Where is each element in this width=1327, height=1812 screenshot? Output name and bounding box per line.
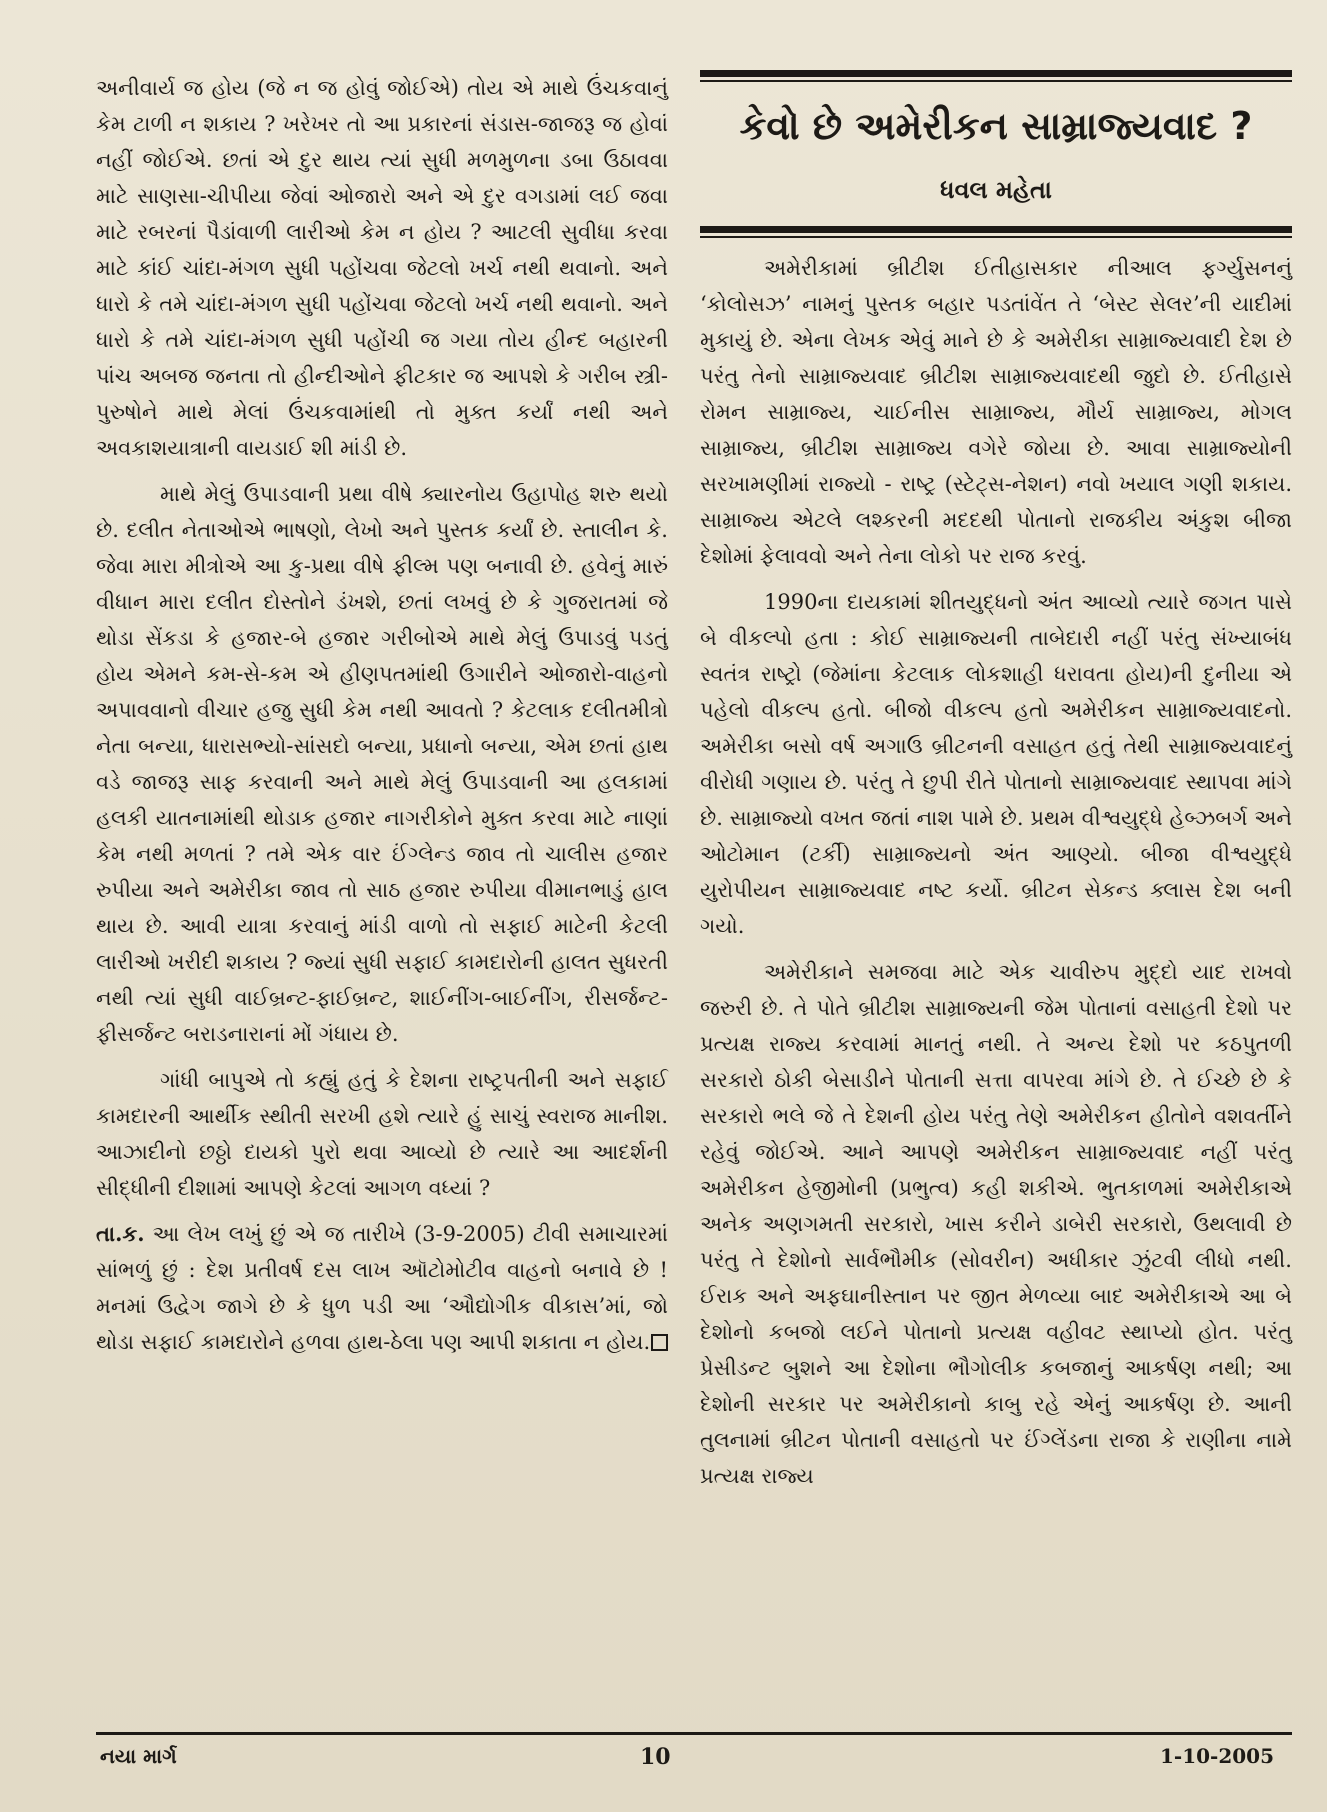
page-number: 10 [640, 1744, 671, 1770]
postscript [96, 1216, 668, 1360]
headline-top-rules [700, 70, 1292, 82]
left-paragraph-3: ગાંધી બાપુએ તો કહ્યું હતું કે દેશના રાષ્ટ્રપતીની અને સફાઈ કામદારની આર્થીક સ્થીતી સરખી હશે ત્યારે હું સાચું સ્વરાજ માનીશ. આઝાદીનો છઠ્ઠો દાયકો પુરો થવા આવ્યો છે ત્યારે આ આદર્શની સીદ્ધીની દીશામાં આપણે કેટલાં આગળ વધ્યાં ? [96, 1068, 668, 1200]
left-column [96, 70, 668, 1360]
publication-name: નયા માર્ગ [100, 1744, 177, 1768]
postscript-text: આ લેખ લખું છું એ જ તારીખે (3-9-2005) ટીવી સમાચારમાં સાંભળું છું : દેશ પ્રતીવર્ષ દસ લાખ ઑટોમોટીવ વાહનો બનાવે છે ! મનમાં ઉદ્વેગ જાગે છે કે ધુળ પડી આ ‘ઔદ્યોગીક વીકાસ’માં, જો થોડા સફાઈ કામદારોને હળવા હાથ-ઠેલા પણ આપી શકાતા ન હોય. [96, 1222, 668, 1354]
left-paragraph-2: માથે મેલું ઉપાડવાની પ્રથા વીષે ક્યારનોય ઉહાપોહ શરુ થયો છે. દલીત નેતાઓએ ભાષણો, લેખો અને પુસ્તક કર્યાં છે. સ્તાલીન કે. જેવા મારા મીત્રોએ આ કુ-પ્રથા વીષે ફીલ્મ પણ બનાવી છે. હવેનું મારું વીધાન મારા દલીત દોસ્તોને ડંખશે, છતાં લખવું છે કે ગુજરાતમાં જે થોડા સેંકડા કે હજાર-બે હજાર ગરીબોએ માથે મેલું ઉપાડવું પડતું હોય એમને કમ-સે-કમ એ હીણપતમાંથી ઉગારીને ઓજારો-વાહનો અપાવવાનો વીચાર હજુ સુધી કેમ નથી આવતો ? કેટલાક દલીતમીત્રો નેતા બન્યા, ધારાસભ્યો-સાંસદો બન્યા, પ્રધાનો બન્યા, એમ છતાં હાથ વડે જાજરૂ સાફ કરવાની અને માથે મેલું ઉપાડવાની આ હલકામાં હલકી યાતનામાંથી થોડાક હજાર નાગરીકોને મુક્ત કરવા માટે નાણાં કેમ નથી મળતાં ? તમે એક વાર ઈંગ્લેન્ડ જાવ તો ચાલીસ હજાર રુપીયા અને અમેરીકા જાવ તો સાઠ હજાર રુપીયા વીમાનભાડું હાલ થાય છે. આવી યાત્રા કરવાનું માંડી વાળો તો સફાઈ માટેની કેટલી લારીઓ ખરીદી શકાય ? જ્યાં સુધી સફાઈ કામદારોની હાલત સુધરતી નથી ત્યાં સુધી વાઈબ્રન્ટ-ફાઈબ્રન્ટ, શાઈનીંગ-બાઈનીંગ, રીસર્જન્ટ-ફીસર્જન્ટ બરાડનારાનાં મોં ગંધાય છે. [96, 482, 668, 1046]
postscript-label: તા.ક. [96, 1221, 145, 1246]
footer-rule [96, 1732, 1292, 1735]
right-paragraph-1: અમેરીકામાં બ્રીટીશ ઈતીહાસકાર નીઆલ ફર્ગ્યુસનનું ‘કોલોસઝ’ નામનું પુસ્તક બહાર પડતાંવેંત તે ‘બેસ્ટ સેલર’ની યાદીમાં મુકાયું છે. એના લેખક એવું માને છે કે અમેરીકા સામ્રાજ્યવાદી દેશ છે પરંતુ તેનો સામ્રાજ્યવાદ બ્રીટીશ સામ્રાજ્યવાદથી જુદો છે. ઈતીહાસે રોમન સામ્રાજ્ય, ચાઈનીસ સામ્રાજ્ય, મૌર્ય સામ્રાજ્ય, મોગલ સામ્રાજ્ય, બ્રીટીશ સામ્રાજ્ય વગેરે જોયા છે. આવા સામ્રાજ્યોની સરખામણીમાં રાજ્યો - રાષ્ટ્ર (સ્ટેટ્સ-નેશન) નવો ખયાલ ગણી શકાય. સામ્રાજ્ય એટલે લશ્કરની મદદથી પોતાનો રાજકીય અંકુશ બીજા દેશોમાં ફેલાવવો અને તેના લોકો પર રાજ કરવું. [700, 256, 1292, 568]
right-paragraph-3: અમેરીકાને સમજવા માટે એક ચાવીરુપ મુદ્દો યાદ રાખવો જરુરી છે. તે પોતે બ્રીટીશ સામ્રાજ્યની જેમ પોતાનાં વસાહતી દેશો પર પ્રત્યક્ષ રાજ્ય કરવામાં માનતું નથી. તે અન્ય દેશો પર કઠપુતળી સરકારો ઠોકી બેસાડીને પોતાની સત્તા વાપરવા માંગે છે. તે ઈચ્છે છે કે સરકારો ભલે જે તે દેશની હોય પરંતુ તેણે અમેરીકન હીતોને વશવર્તીને રહેવું જોઈએ. આને આપણે અમેરીકન સામ્રાજ્યવાદ નહીં પરંતુ અમેરીકન હેજીમોની (પ્રભુત્વ) કહી શકીએ. ભુતકાળમાં અમેરીકાએ અનેક અણગમતી સરકારો, ખાસ કરીને ડાબેરી સરકારો, ઉથલાવી છે પરંતુ તે દેશોનો સાર્વભૌમીક (સોવરીન) અધીકાર ઝુંટવી લીધો નથી. ઈરાક અને અફઘાનીસ્તાન પર જીત મેળવ્યા બાદ અમેરીકાએ આ બે દેશોનો કબજો લઈને પોતાનો પ્રત્યક્ષ વહીવટ સ્થાપ્યો હોત. પરંતુ પ્રેસીડન્ટ બુશને આ દેશોના ભૌગોલીક કબજાનું આકર્ષણ નથી; આ દેશોની સરકાર પર અમેરીકાનો કાબુ રહે એનું આકર્ષણ છે. આની તુલનામાં બ્રીટન પોતાની વસાહતો પર ઈંગ્લેંડના રાજા કે રાણીના નામે પ્રત્યક્ષ રાજ્ય [700, 960, 1292, 1488]
article-author: ધવલ મહેતા [940, 176, 1052, 204]
right-column [700, 70, 1292, 1494]
end-mark-icon [651, 1334, 668, 1351]
article-headline: કેવો છે અમેરીકન સામ્રાજ્યવાદ ? [739, 104, 1253, 148]
left-paragraph-1: અનીવાર્ય જ હોય (જે ન જ હોવું જોઈએ) તોય એ માથે ઉંચકવાનું કેમ ટાળી ન શકાય ? ખરેખર તો આ પ્રકારનાં સંડાસ-જાજરૂ જ હોવાં નહીં જોઈએ. છતાં એ દુર થાય ત્યાં સુધી મળમુળના ડબા ઉઠાવવા માટે સાણસા-ચીપીયા જેવાં ઓજારો અને એ દુર વગડામાં લઈ જવા માટે રબરનાં પૈડાંવાળી લારીઓ કેમ ન હોય ? આટલી સુવીધા કરવા માટે કાંઈ ચાંદા-મંગળ સુધી પહોંચવા જેટલો ખર્ચ નથી થવાનો. અને ધારો કે તમે ચાંદા-મંગળ સુધી પહોંચવા જેટલો ખર્ચ નથી થવાનો. અને ધારો કે તમે ચાંદા-મંગળ સુધી પહોંચી જ ગયા તોય હીન્દ બહારની પાંચ અબજ જનતા તો હીન્દીઓને ફીટકાર જ આપશે કે ગરીબ સ્ત્રી-પુરુષોને માથે મેલાં ઉંચકવામાંથી તો મુક્ત કર્યાં નથી અને અવકાશયાત્રાની વાયડાઈ શી માંડી છે. [96, 76, 668, 460]
headline-bottom-rules [700, 226, 1292, 238]
right-paragraph-2: 1990ના દાયકામાં શીતયુદ્ધનો અંત આવ્યો ત્યારે જગત પાસે બે વીકલ્પો હતા : કોઈ સામ્રાજ્યની તાબેદારી નહીં પરંતુ સંખ્યાબંધ સ્વતંત્ર રાષ્ટ્રો (જેમાંના કેટલાક લોકશાહી ધરાવતા હોય)ની દુનીયા એ પહેલો વીકલ્પ હતો. બીજો વીકલ્પ હતો અમેરીકન સામ્રાજ્યવાદનો. અમેરીકા બસો વર્ષ અગાઉ બ્રીટનની વસાહત હતું તેથી સામ્રાજ્યવાદનું વીરોધી ગણાય છે. પરંતુ તે છુપી રીતે પોતાનો સામ્રાજ્યવાદ સ્થાપવા માંગે છે. સામ્રાજ્યો વખત જતાં નાશ પામે છે. પ્રથમ વીશ્વયુદ્ધે હેબ્ઝબર્ગ અને ઓટોમાન (ટર્કી) સામ્રાજ્યનો અંત આણ્યો. બીજા વીશ્વયુદ્ધે યુરોપીયન સામ્રાજ્યવાદ નષ્ટ કર્યો. બ્રીટન સેકન્ડ ક્લાસ દેશ બની ગયો. [700, 590, 1292, 938]
issue-date: 1-10-2005 [1160, 1744, 1275, 1768]
